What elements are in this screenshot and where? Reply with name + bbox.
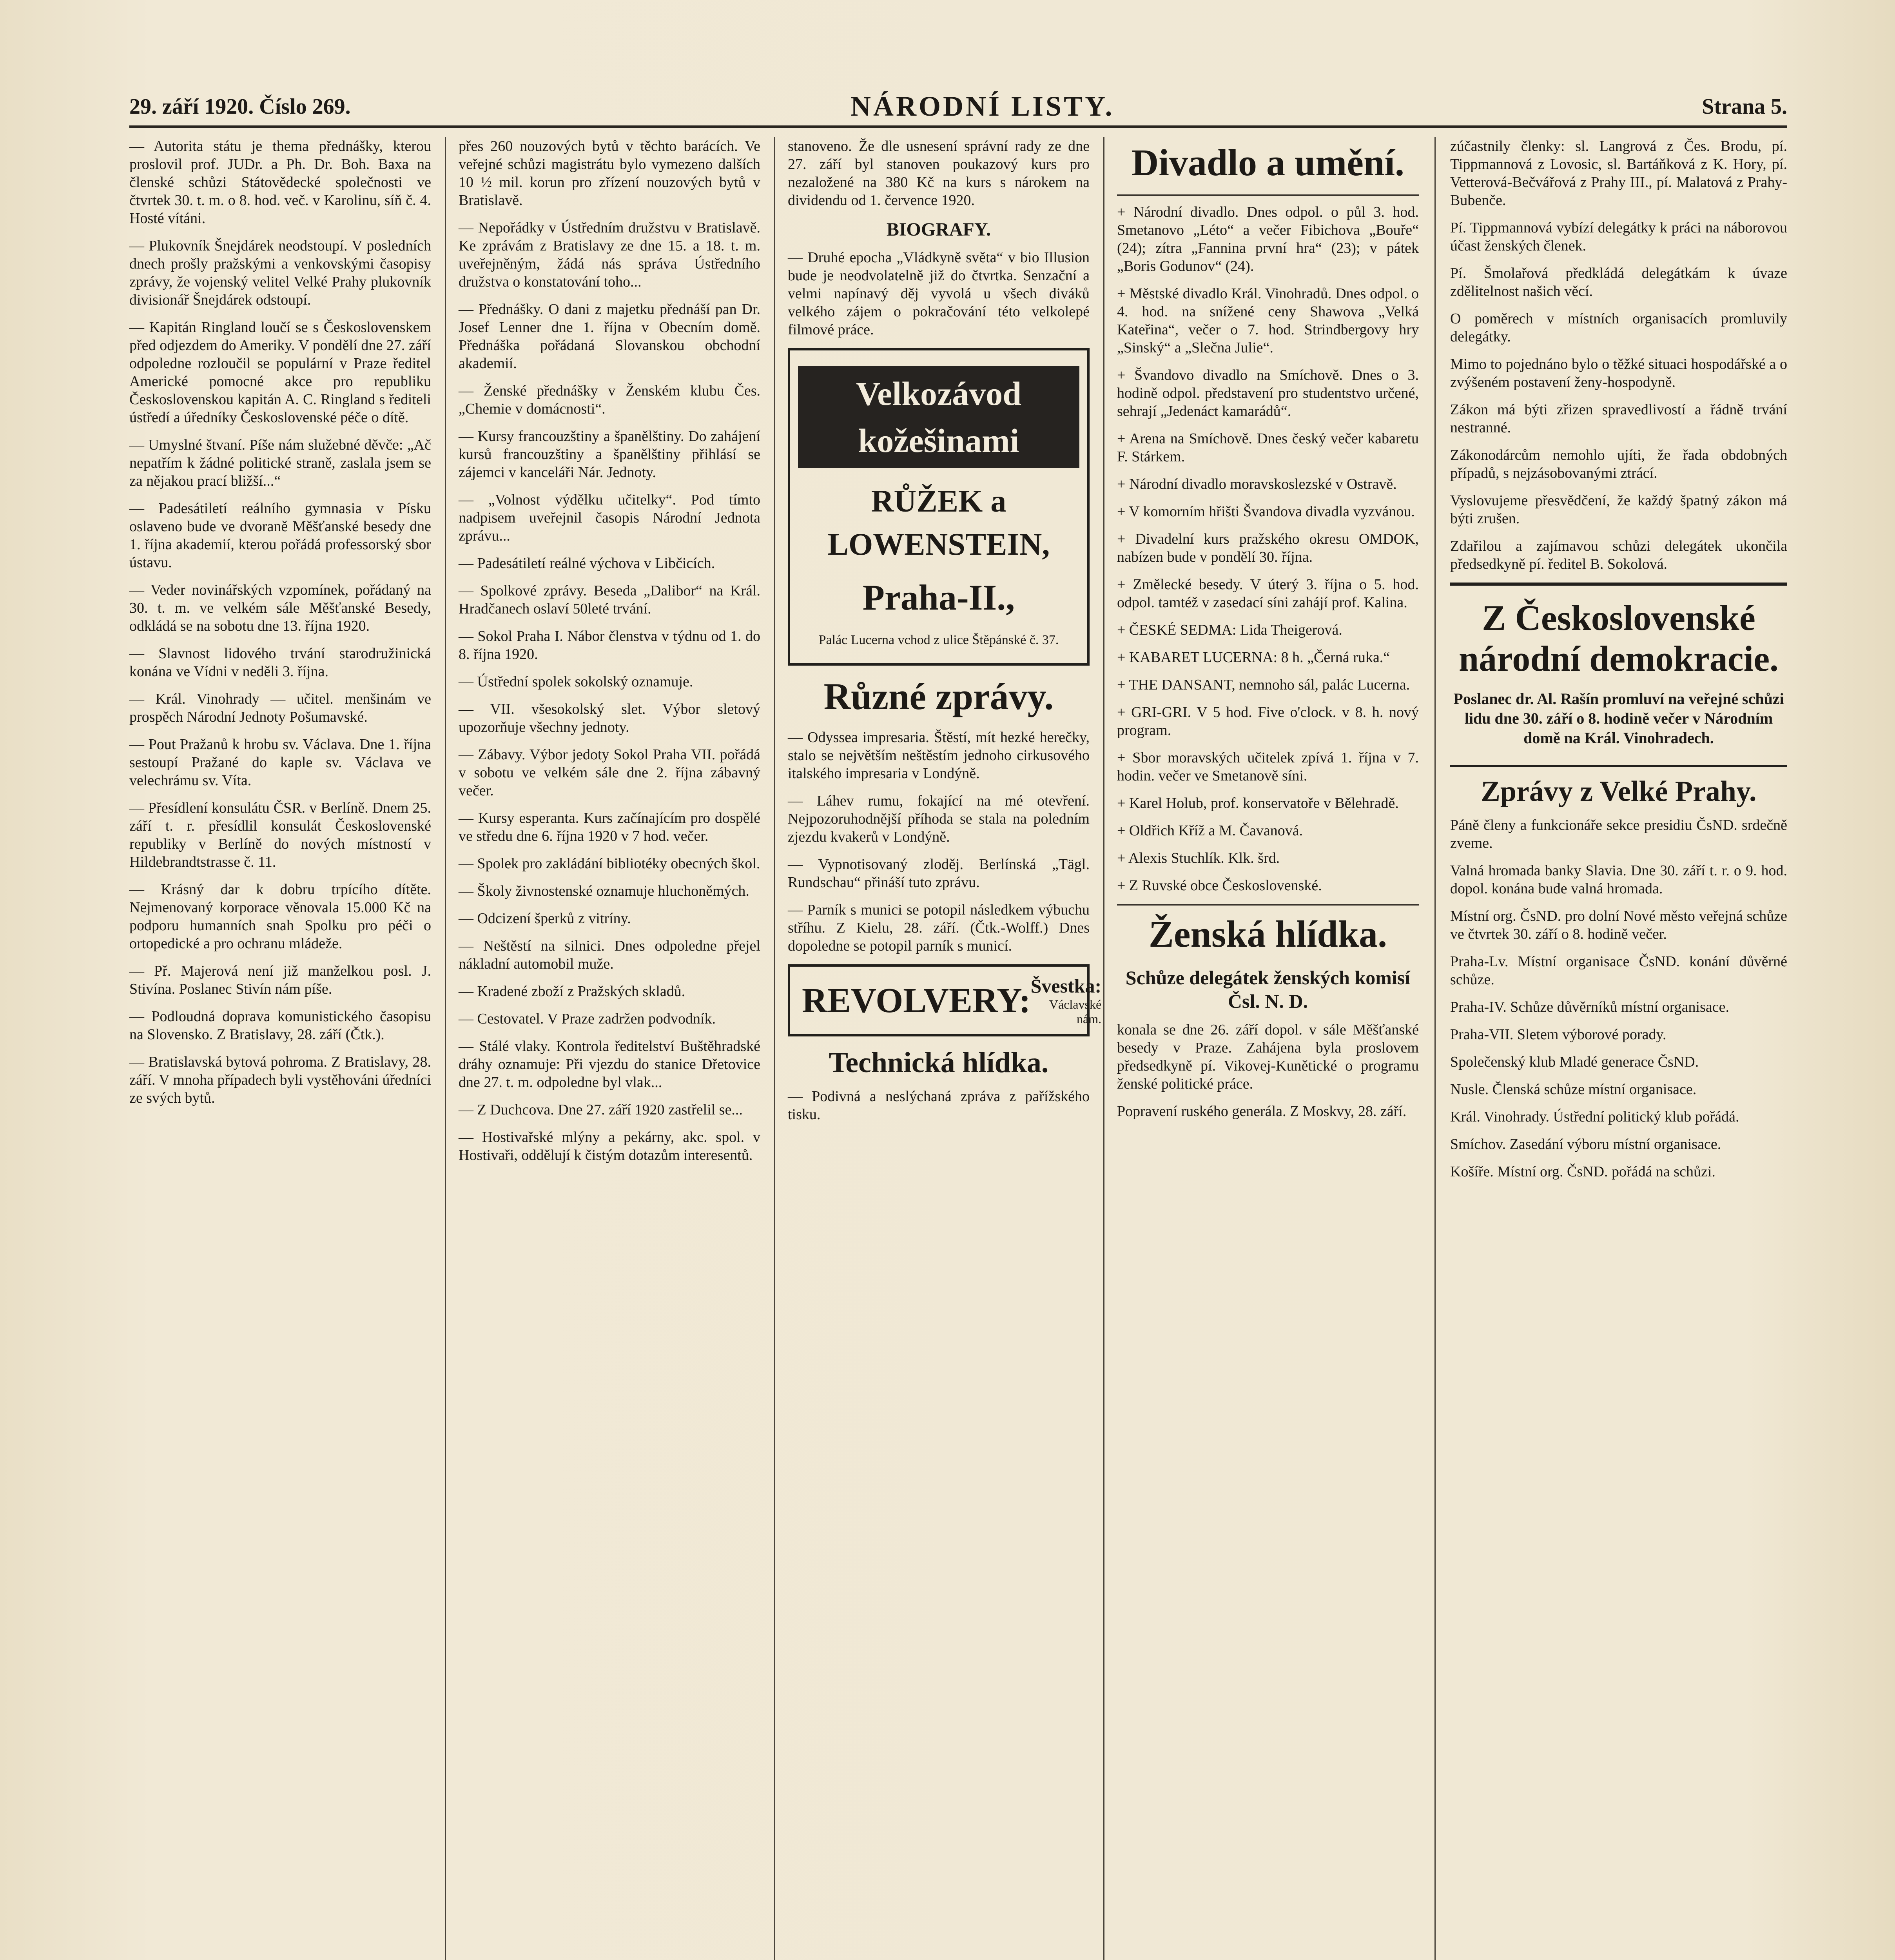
article-paragraph: — Nepořádky v Ústředním družstvu v Bratislavě. Ke zprávám z Bratislavy ze dne 15. a 18. t. m. uveřejněným, žádá nás správa Ústředního družstva o konstatování toho... xyxy=(459,220,760,290)
article-paragraph: — Spolkové zprávy. Beseda „Dalibor“ na Král. Hradčanech oslaví 50leté trvání. xyxy=(459,583,760,617)
section-subheading: Schůze delegátek ženských komisí Čsl. N. D. xyxy=(1125,967,1411,1012)
ad-city: Praha-II., xyxy=(862,577,1015,617)
article-paragraph: — Slavnost lidového trvání starodružinická konána ve Vídni v neděli 3. října. xyxy=(129,645,431,680)
article-paragraph: přes 260 nouzových bytů v těchto barácích. Ve veřejné schůzi magistrátu bylo vymezeno dalších 10 ½ mil. korun pro zřízení nouzových bytů v Bratislavě. xyxy=(459,138,760,209)
article-paragraph: Zákonodárcům nemohlo ujíti, že řada obdobných případů, s nejzásobovanými ztrácí. xyxy=(1450,447,1787,481)
section-heading-biografy: BIOGRAFY. xyxy=(886,219,991,240)
article-paragraph: — Odcizení šperků z vitríny. xyxy=(459,910,631,927)
article-paragraph: — Umyslné štvaní. Píše nám služebné děvče: „Ač nepatřím k žádné politické straně, zaslala jsem se za nějakou prací bližší...“ xyxy=(129,437,431,489)
article-paragraph: — Školy živnostenské oznamuje hluchoněmých. xyxy=(459,883,749,899)
article-paragraph: — Sokol Praha I. Nábor členstva v týdnu od 1. do 8. října 1920. xyxy=(459,628,760,662)
article-paragraph: Košíře. Místní org. ČsND. pořádá na schůzi. xyxy=(1450,1163,1715,1180)
article-paragraph: Vyslovujeme přesvědčení, že každý špatný zákon má býti zrušen. xyxy=(1450,492,1787,527)
article-paragraph: — Pout Pražanů k hrobu sv. Václava. Dne 1. října sestoupí Pražané do kaple sv. Václava ve velechrámu sv. Víta. xyxy=(129,736,431,789)
article-paragraph: — Autorita státu je thema přednášky, kterou proslovil prof. JUDr. a Ph. Dr. Boh. Baxa na členské schůzi Státovědecké společnosti ve čtvrtek 30. t. m. o 8. hod. več. v Karolinu, síň č. 4. Hosté vítáni. xyxy=(129,138,431,227)
article-paragraph: Smíchov. Zasedání výboru místní organisace. xyxy=(1450,1136,1721,1152)
divider xyxy=(1117,194,1419,196)
article-paragraph: — Přesídlení konsulátu ČSR. v Berlíně. Dnem 25. září t. r. přesídlil konsulát Československé republiky v Berlíně do nových místností v Hildebrandtstrasse č. 11. xyxy=(129,800,431,870)
article-paragraph: + Alexis Stuchlík. Klk. šrd. xyxy=(1117,850,1280,866)
article-paragraph: Páně členy a funkcionáře sekce presidiu ČsND. srdečně zveme. xyxy=(1450,817,1787,851)
article-paragraph: Zákon má býti zřizen spravedlivostí a řádně trvání nestranné. xyxy=(1450,401,1787,436)
section-heading-zpravy-velke-prahy: Zprávy z Velké Prahy. xyxy=(1481,775,1757,808)
article-paragraph: — Ženské přednášky v Ženském klubu Čes. „Chemie v domácnosti“. xyxy=(459,383,760,417)
article-paragraph: Praha-Lv. Místní organisace ČsND. konání důvěrné schůze. xyxy=(1450,953,1787,988)
article-paragraph: zúčastnily členky: sl. Langrová z Čes. Brodu, pí. Tippmannová z Lovosic, sl. Bartáňková z K. Hory, pí. Vetterová-Bečvářová z Prahy III., pí. Malatová z Prahy-Bubenče. xyxy=(1450,138,1787,209)
article-paragraph: + Sbor moravských učitelek zpívá 1. října v 7. hodin. večer ve Smetanově síni. xyxy=(1117,750,1419,784)
article-paragraph: — Kursy francouzštiny a španělštiny. Do zahájení kursů francouzštiny a španělštiny přihlásí se zájemci v kanceláři Nár. Jednoty. xyxy=(459,428,760,481)
article-paragraph: — Přednášky. O dani z majetku přednáší pan Dr. Josef Lenner dne 1. října v Obecním domě. Přednáška pořádaná Slovanskou obchodní akademií. xyxy=(459,301,760,372)
article-paragraph: — Podloudná doprava komunistického časopisu na Slovensko. Z Bratislavy, 28. září (Čtk.). xyxy=(129,1008,431,1043)
article-paragraph: Pí. Tippmannová vybízí delegátky k práci na náborovou účast ženských členek. xyxy=(1450,220,1787,254)
ad-revolvery-title: REVOLVERY: xyxy=(802,981,1031,1020)
article-paragraph: Popravení ruského generála. Z Moskvy, 28. září. xyxy=(1117,1103,1407,1120)
column-rule xyxy=(1434,137,1436,1960)
article-paragraph: — Stálé vlaky. Kontrola ředitelství Buštěhradské dráhy oznamuje: Při vjezdu do stanice Dřetovice dne 27. t. m. odpoledne byl vlak... xyxy=(459,1038,760,1091)
article-paragraph: — Neštěstí na silnici. Dnes odpoledne přejel nákladní automobil muže. xyxy=(459,938,760,972)
article-paragraph: — Vypnotisovaný zloděj. Berlínská „Tägl. Rundschau“ přináší tuto zprávu. xyxy=(788,856,1090,891)
article-paragraph: Místní org. ČsND. pro dolní Nové město veřejná schůze ve čtvrtek 30. září o 8. hodině večer. xyxy=(1450,908,1787,942)
article-paragraph: O poměrech v místních organisacích promluvily delegátky. xyxy=(1450,310,1787,345)
column-rule xyxy=(1103,137,1104,1960)
article-paragraph: Pí. Šmolařová předkládá delegátkám k úvaze zdělitelnost našich věcí. xyxy=(1450,265,1787,299)
article-paragraph: Valná hromada banky Slavia. Dne 30. září t. r. o 9. hod. dopol. konána bude valná hromada. xyxy=(1450,862,1787,897)
article-paragraph: Praha-VII. Sletem výborové porady. xyxy=(1450,1026,1667,1043)
article-paragraph: Společenský klub Mladé generace ČsND. xyxy=(1450,1054,1699,1070)
article-paragraph: + THE DANSANT, nemnoho sál, palác Lucerna. xyxy=(1117,677,1410,693)
page-header xyxy=(129,90,1787,128)
section-heading-zenska-hlidka: Ženská hlídka. xyxy=(1148,913,1387,955)
article-paragraph: + Švandovo divadlo na Smíchově. Dnes o 3. hodině odpol. představení pro studentstvo určené, sehrají „Jedenáct kamarádů“. xyxy=(1117,367,1419,419)
article-paragraph: + KABARET LUCERNA: 8 h. „Černá ruka.“ xyxy=(1117,649,1390,666)
article-paragraph: — Zábavy. Výbor jedoty Sokol Praha VII. pořádá v sobotu ve velkém sále dne 2. října zábavný večer. xyxy=(459,746,760,799)
article-paragraph: + Národní divadlo moravskoslezské v Ostravě. xyxy=(1117,476,1397,492)
article-paragraph: + Městské divadlo Král. Vinohradů. Dnes odpol. o 4. hod. na snížené ceny Shawova „Velká Kateřina“, večer o 7. hod. Strindbergovy hry „Sinský“ a „Slečna Julie“. xyxy=(1117,285,1419,356)
column-rule xyxy=(774,137,775,1960)
page-number: Strana 5. xyxy=(1702,94,1787,119)
article-paragraph: + ČESKÉ SEDMA: Lida Theigerová. xyxy=(1117,622,1342,638)
article-paragraph: Mimo to pojednáno bylo o těžké situaci hospodářské a o zvýšeném postavení ženy-hospodyně. xyxy=(1450,356,1787,390)
article-paragraph: — Př. Majerová není již manželkou posl. J. Stivína. Poslanec Stivín nám píše. xyxy=(129,963,431,997)
article-paragraph: Zdařilou a zajímavou schůzi delegátek ukončila předsedkyně pí. ředitel B. Sokolová. xyxy=(1450,538,1787,572)
article-paragraph: — Kapitán Ringland loučí se s Československem před odjezdem do Ameriky. V pondělí dne 27. září odpoledne rozloučil se populární v Praze ředitel Americké pomocné akce pro republiku Československou kapitán A. C. Ringland s řediteli ústředí a úředníky Československé péče o dítě. xyxy=(129,319,431,426)
article-paragraph: + Z Ruvské obce Československé. xyxy=(1117,877,1322,894)
article-paragraph: — Odyssea impresaria. Štěstí, mít hezké herečky, stalo se největším neštěstím jednoho cirkusového italského impresaria v Londýně. xyxy=(788,729,1090,782)
column-2 xyxy=(459,137,760,1960)
article-paragraph: stanoveno. Že dle usnesení správní rady ze dne 27. září byl stanoven poukazový kurs pro nezaložené na 380 Kč na kurs s nárokem na dividendu od 1. července 1920. xyxy=(788,138,1090,209)
section-heading-ruzne-zpravy: Různé zprávy. xyxy=(823,675,1054,717)
ad-revolvery-address: Václavské nám. xyxy=(1049,997,1102,1026)
article-paragraph: Král. Vinohrady. Ústřední politický klub pořádá. xyxy=(1450,1109,1739,1125)
article-paragraph: Praha-IV. Schůze důvěrníků místní organisace. xyxy=(1450,999,1729,1015)
ad-revolvery-seller: Švestka: xyxy=(1030,975,1102,997)
article-paragraph: konala se dne 26. září dopol. v sále Měšťanské besedy v Praze. Zahájena byla proslovem předsedkyně pí. Vikovej-Kunětické o programu ženské politické práce. xyxy=(1117,1022,1419,1092)
ad-address: Palác Lucerna vchod z ulice Štěpánské č. 37. xyxy=(818,633,1059,647)
article-paragraph: Nusle. Členská schůze místní organisace. xyxy=(1450,1081,1697,1098)
article-paragraph: — Podivná a neslýchaná zpráva z pařížského tisku. xyxy=(788,1088,1090,1123)
article-paragraph: — Padesátiletí reálního gymnasia v Písku oslaveno bude ve dvoraně Měšťanské besedy dne 1. října akademií, kterou pořádá professorský sbor ústavu. xyxy=(129,500,431,571)
article-paragraph: + GRI-GRI. V 5 hod. Five o'clock. v 8. h. nový program. xyxy=(1117,704,1419,739)
column-5 xyxy=(1450,137,1787,1960)
article-paragraph: — Parník s munici se potopil následkem výbuchu stříhu. Z Kielu, 28. září. (Čtk.-Wolff.) Dnes dopoledne se potopil parník s municí. xyxy=(788,902,1090,954)
article-paragraph: + Divadelní kurs pražského okresu OMDOK, nabízen bude v pondělí 30. října. xyxy=(1117,531,1419,565)
column-4 xyxy=(1117,137,1419,1960)
article-paragraph: — Král. Vinohrady — učitel. menšinám ve prospěch Národní Jednoty Pošumavské. xyxy=(129,691,431,725)
article-paragraph: — Z Duchcova. Dne 27. září 1920 zastřelil se... xyxy=(459,1102,743,1118)
article-paragraph: + Karel Holub, prof. konservatoře v Bělehradě. xyxy=(1117,795,1399,811)
column-3 xyxy=(788,137,1102,1960)
article-paragraph: — Kursy esperanta. Kurs začínajícím pro dospělé ve středu dne 6. října 1920 v 7 hod. večer. xyxy=(459,810,760,844)
ad-headline: Velkozávod kožešinami xyxy=(798,366,1079,468)
section-heading-cs-narodni-demokracie: Z Československé národní demokracie. xyxy=(1458,598,1779,679)
article-paragraph: — Spolek pro zakládání bibliotéky obecných škol. xyxy=(459,855,760,872)
article-paragraph: — Kradené zboží z Pražských skladů. xyxy=(459,983,685,1000)
article-paragraph: — VII. všesokolský slet. Výbor sletový upozorňuje všechny jednoty. xyxy=(459,701,760,735)
ad-company: RŮŽEK a LOWENSTEIN, xyxy=(827,484,1050,562)
article-paragraph: — „Volnost výdělku učitelky“. Pod tímto nadpisem uveřejnil časopis Národní Jednota zprávu... xyxy=(459,492,760,544)
section-heading-divadlo: Divadlo a umění. xyxy=(1131,142,1405,183)
article-paragraph: — Padesátiletí reálné výchova v Libčicích. xyxy=(459,555,715,572)
article-paragraph: — Krásný dar k dobru trpícího dítěte. Nejmenovaný korporace věnovala 15.000 Kč na podporu humanních snah Spolku pro péči o ortopedické a pro ochranu mládeže. xyxy=(129,881,431,952)
article-paragraph: — Láhev rumu, fokající na mé otevření. Nejpozoruhodnější příhoda se stala na poledním zjezdu kvakerů v Londýně. xyxy=(788,793,1090,845)
article-paragraph: + V komorním hřišti Švandova divadla vyzvánou. xyxy=(1117,503,1415,520)
article-paragraph: + Oldřich Kříž a M. Čavanová. xyxy=(1117,822,1303,839)
article-paragraph: — Plukovník Šnejdárek neodstoupí. V posledních dnech prošly pražskými a venkovskými časopisy zprávy, že vojenský velitel Velké Prahy plukovník divisionář Šnejdárek odstoupí. xyxy=(129,238,431,308)
advertisement-revolvery xyxy=(788,964,1102,1036)
advertisement-fur-ruzek xyxy=(788,348,1090,666)
column-1 xyxy=(129,137,431,1960)
article-paragraph: — Veder novinářských vzpomínek, pořádaný na 30. t. m. ve velkém sále Měšťanské Besedy, odkládá se na sobotu dne 13. října 1920. xyxy=(129,582,431,634)
section-heading-technicka-hlidka: Technická hlídka. xyxy=(829,1047,1049,1079)
article-paragraph: — Hostivařské mlýny a pekárny, akc. spol. v Hostivaři, oddělují k čistým dotazům interesentů. xyxy=(459,1129,760,1163)
article-paragraph: — Cestovatel. V Praze zadržen podvodník. xyxy=(459,1011,716,1027)
article-paragraph: + Arena na Smíchově. Dnes český večer kabaretu F. Stárkem. xyxy=(1117,430,1419,465)
article-paragraph: + Změlecké besedy. V úterý 3. října o 5. hod. odpol. tamtéž v zasedací síni zahájí prof. Kalina. xyxy=(1117,576,1419,611)
issue-date: 29. září 1920. Číslo 269. xyxy=(129,94,351,119)
party-section-box xyxy=(1450,583,1787,767)
masthead: NÁRODNÍ LISTY. xyxy=(850,91,1115,122)
column-rule xyxy=(445,137,446,1960)
article-paragraph: + Národní divadlo. Dnes odpol. o půl 3. hod. Smetanovo „Léto“ a večer Fibichova „Bouře“ (24); zítra „Fannina první hra“ (23); v pátek „Boris Godunov“ (24). xyxy=(1117,204,1419,274)
article-paragraph: — Bratislavská bytová pohroma. Z Bratislavy, 28. září. V mnoha případech byli vystěhováni úředníci ze svých bytů. xyxy=(129,1054,432,1106)
article-paragraph: — Ústřední spolek sokolský oznamuje. xyxy=(459,673,693,690)
announcement-rasin: Poslanec dr. Al. Rašín promluví na veřejné schůzi lidu dne 30. září o 8. hodině večer v Národním domě na Král. Vinohradech. xyxy=(1453,690,1784,747)
divider xyxy=(1117,904,1419,906)
article-paragraph: — Druhé epocha „Vládkyně světa“ v bio Illusion bude je neodvolatelně již do čtvrtka. Senzační a velmi napínavý děj vyvolá u všech diváků velkého zájem o pokračování této velkolepé filmové práce. xyxy=(788,249,1090,338)
